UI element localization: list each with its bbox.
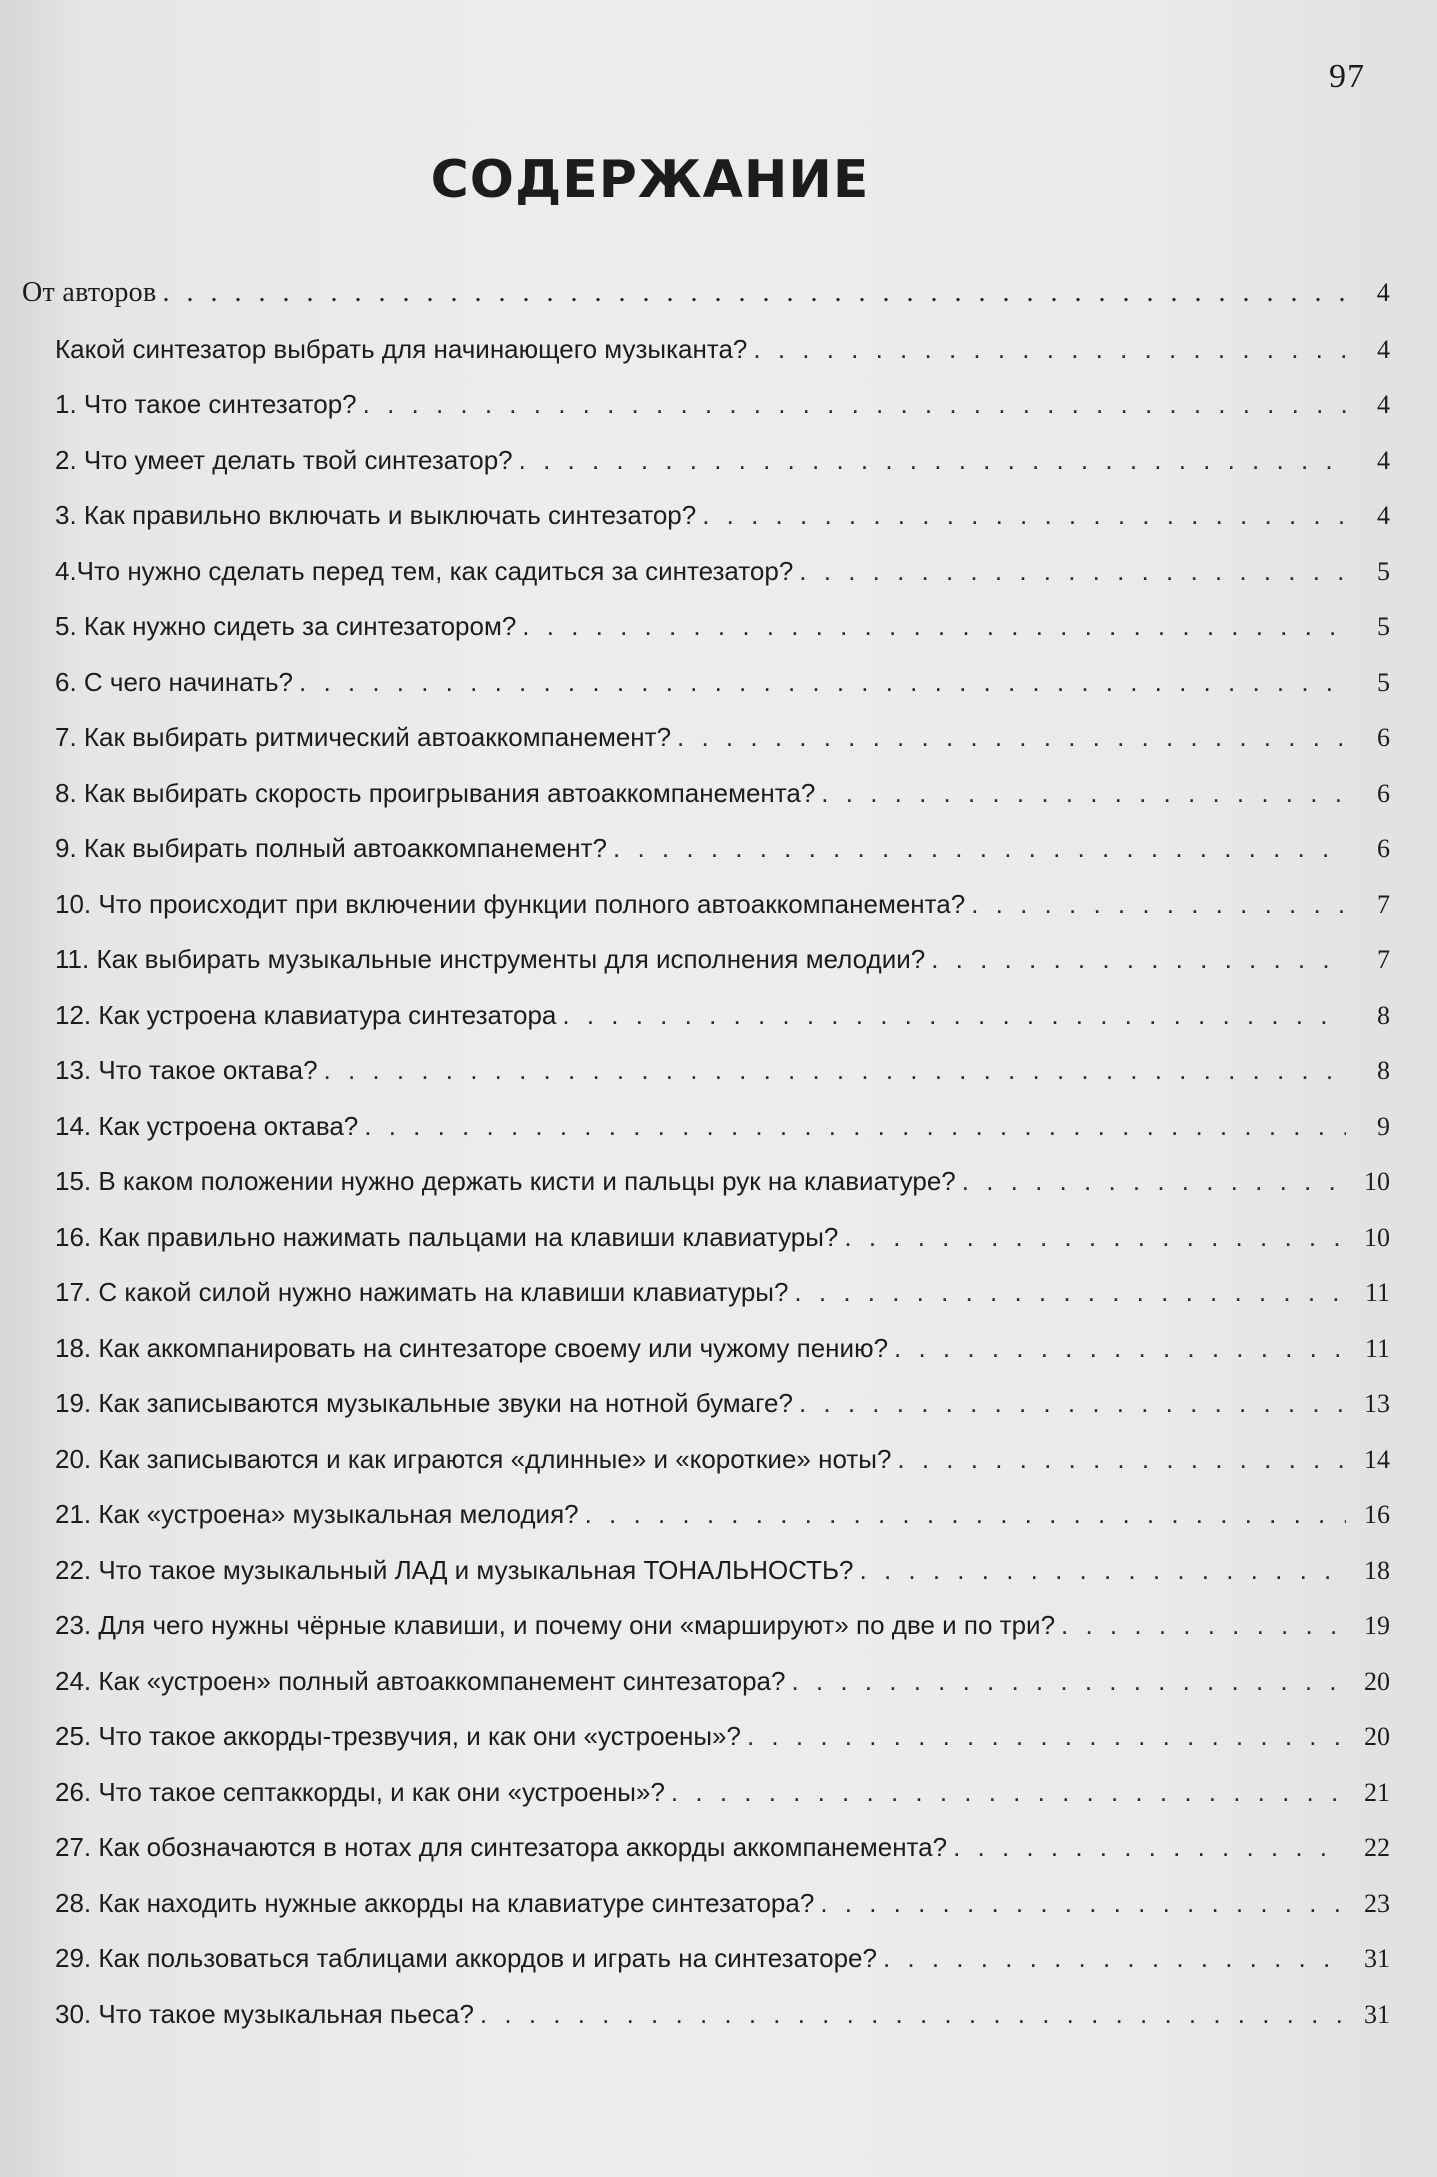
toc-entry-page: 6 [1377, 834, 1390, 863]
dot-leader [702, 500, 1346, 530]
toc-entry-page: 4 [1376, 278, 1390, 307]
dot-leader [844, 1222, 1346, 1252]
dot-leader [747, 1721, 1346, 1751]
toc-entry-title: 26. Что такое септаккорды, и как они «устроены»? [55, 1776, 665, 1807]
toc-entry [0, 1943, 1390, 1999]
dot-leader [894, 1333, 1346, 1363]
page-number: 97 [1329, 58, 1365, 95]
toc-entry [0, 1055, 1390, 1111]
dot-leader [821, 778, 1346, 808]
toc-entry-page: 11 [1364, 1333, 1390, 1363]
toc-entry-title: 7. Как выбирать ритмический автоаккомпанемент? [55, 722, 672, 752]
page-title: СОДЕРЖАНИЕ [430, 150, 870, 210]
toc-entry-page: 13 [1364, 1389, 1390, 1418]
toc-entry-page: 22 [1364, 1833, 1390, 1862]
toc-entry-page: 8 [1377, 1000, 1390, 1030]
toc-entry-page: 16 [1364, 1500, 1390, 1529]
toc-entry-page: 4 [1377, 334, 1390, 364]
toc-entry [0, 1388, 1390, 1444]
dot-leader [971, 889, 1346, 919]
toc-entry-title: От авторов [22, 277, 157, 308]
toc-entry-title: 17. С какой силой нужно нажимать на клавиши клавиатуры? [55, 1277, 789, 1307]
toc-entry [0, 722, 1390, 778]
toc-entry [0, 1721, 1390, 1777]
toc-entry-title: 16. Как правильно нажимать пальцами на клавиши клавиатуры? [55, 1221, 839, 1252]
toc-entry [0, 1444, 1390, 1500]
toc-entry-title: 20. Как записываются и как играются «длинные» и «короткие» ноты? [55, 1443, 892, 1474]
toc-entry [0, 334, 1390, 390]
toc-entry-page: 21 [1364, 1777, 1390, 1807]
toc-entry [0, 1222, 1390, 1278]
toc-entry-page: 10 [1364, 1167, 1390, 1196]
toc-entry [0, 556, 1390, 612]
toc-entry-page: 5 [1377, 612, 1390, 641]
dot-leader [585, 1499, 1346, 1529]
toc-entry-title: 5. Как нужно сидеть за синтезатором? [55, 611, 517, 641]
toc-entry-page: 4 [1377, 390, 1390, 419]
dot-leader [794, 1277, 1346, 1307]
toc-entry-title: 1. Что такое синтезатор? [55, 389, 357, 419]
dot-leader [820, 1888, 1346, 1918]
dot-leader [953, 1832, 1346, 1862]
toc-entry [0, 889, 1390, 945]
toc-entry-title: 23. Для чего нужны чёрные клавиши, и почему они «маршируют» по две и по три? [55, 1610, 1056, 1640]
toc-entry-page: 31 [1364, 1944, 1390, 1973]
toc-entry-page: 8 [1377, 1056, 1390, 1085]
toc-entry [0, 1333, 1390, 1389]
toc-entry-title: 28. Как находить нужные аккорды на клавиатуре синтезатора? [55, 1887, 815, 1918]
toc-entry-page: 9 [1377, 1111, 1390, 1141]
toc-entry-title: 15. В каком положении нужно держать кисти и пальцы рук на клавиатуре? [55, 1166, 956, 1196]
dot-leader [163, 278, 1347, 308]
toc-entry-title: 11. Как выбирать музыкальные инструменты для исполнения мелодии? [55, 944, 926, 974]
dot-leader [613, 833, 1346, 863]
toc-entry-title: Какой синтезатор выбрать для начинающего музыканта? [55, 333, 748, 364]
dot-leader [897, 1444, 1346, 1474]
dot-leader [324, 1055, 1346, 1085]
dot-leader [299, 667, 1346, 697]
toc-entry [0, 833, 1390, 889]
toc-entry-title: 27. Как обозначаются в нотах для синтезатора аккорды аккомпанемента? [55, 1832, 948, 1862]
toc-entry [0, 1999, 1390, 2055]
toc-entry-page: 5 [1377, 667, 1390, 697]
toc-entry-page: 14 [1364, 1444, 1390, 1474]
toc-entry [0, 1888, 1390, 1944]
toc-entry-page: 19 [1364, 1611, 1390, 1640]
toc-entry-title: 30. Что такое музыкальная пьеса? [55, 1998, 474, 2029]
dot-leader [791, 1666, 1346, 1696]
toc-entry [0, 1111, 1390, 1167]
toc-entry-title: 19. Как записываются музыкальные звуки на нотной бумаге? [55, 1388, 793, 1418]
dot-leader [677, 722, 1346, 752]
toc-entry [0, 1555, 1390, 1611]
toc-entry [0, 667, 1390, 723]
toc-entry [0, 1610, 1390, 1666]
toc-entry-title: 6. С чего начинать? [55, 666, 293, 697]
toc-entry [0, 611, 1390, 667]
toc-entry-page: 6 [1377, 778, 1390, 808]
dot-leader [799, 1388, 1346, 1418]
toc-entry [0, 1499, 1390, 1555]
toc-entry-title: 22. Что такое музыкальный ЛАД и музыкальная ТОНАЛЬНОСТЬ? [55, 1554, 854, 1585]
toc-entry-title: 9. Как выбирать полный автоаккомпанемент? [55, 833, 608, 863]
toc-entry [0, 944, 1390, 1000]
dot-leader [753, 334, 1346, 364]
dot-leader [519, 445, 1346, 475]
toc-entry-page: 6 [1377, 723, 1390, 752]
toc-entry-title: 4.Что нужно сделать перед тем, как садиться за синтезатор? [55, 555, 794, 586]
toc-entry-page: 20 [1364, 1666, 1390, 1696]
dot-leader [931, 944, 1346, 974]
toc-entry [0, 1666, 1390, 1722]
dot-leader [363, 389, 1346, 419]
toc-entry-title: 25. Что такое аккорды-трезвучия, и как они «устроены»? [55, 1721, 741, 1751]
toc-entry-title: 29. Как пользоваться таблицами аккордов и играть на синтезаторе? [55, 1943, 877, 1973]
table-of-contents [0, 278, 1390, 2054]
dot-leader [799, 556, 1346, 586]
toc-entry-title: 14. Как устроена октава? [55, 1110, 359, 1141]
toc-entry-page: 4 [1377, 501, 1390, 530]
toc-entry-page: 10 [1364, 1222, 1390, 1252]
toc-entry-title: 12. Как устроена клавиатура синтезатора [55, 999, 557, 1030]
toc-entry-page: 7 [1377, 945, 1390, 974]
toc-entry-page: 18 [1364, 1555, 1390, 1585]
toc-entry-title: 2. Что умеет делать твой синтезатор? [55, 444, 513, 475]
toc-entry-page: 11 [1364, 1278, 1390, 1307]
toc-entry-title: 13. Что такое октава? [55, 1055, 318, 1085]
toc-entry-page: 7 [1377, 889, 1390, 919]
dot-leader [962, 1166, 1346, 1196]
toc-entry-page: 5 [1377, 556, 1390, 586]
toc-entry-title: 8. Как выбирать скорость проигрывания автоаккомпанемента? [55, 777, 816, 808]
dot-leader [860, 1555, 1346, 1585]
toc-entry-page: 31 [1364, 1999, 1390, 2029]
dot-leader [562, 1000, 1346, 1030]
toc-entry [0, 1832, 1390, 1888]
dot-leader [480, 1999, 1346, 2029]
toc-entry [0, 1166, 1390, 1222]
toc-entry [0, 445, 1390, 501]
toc-entry-page: 4 [1377, 445, 1390, 475]
toc-entry-title: 21. Как «устроена» музыкальная мелодия? [55, 1499, 579, 1529]
dot-leader [522, 611, 1346, 641]
toc-entry [0, 389, 1390, 445]
dot-leader [671, 1777, 1346, 1807]
dot-leader [883, 1943, 1346, 1973]
toc-entry-title: 24. Как «устроен» полный автоаккомпанемент синтезатора? [55, 1665, 786, 1696]
toc-entry-page: 23 [1364, 1888, 1390, 1918]
toc-entry [0, 278, 1390, 334]
toc-entry [0, 1277, 1390, 1333]
toc-entry [0, 1777, 1390, 1833]
dot-leader [1061, 1610, 1346, 1640]
toc-entry-title: 3. Как правильно включать и выключать синтезатор? [55, 500, 697, 530]
toc-entry [0, 778, 1390, 834]
toc-entry [0, 500, 1390, 556]
dot-leader [364, 1111, 1346, 1141]
toc-entry-page: 20 [1364, 1722, 1390, 1751]
toc-entry [0, 1000, 1390, 1056]
toc-entry-title: 18. Как аккомпанировать на синтезаторе своему или чужому пению? [55, 1332, 889, 1363]
toc-entry-title: 10. Что происходит при включении функции полного автоаккомпанемента? [55, 888, 966, 919]
